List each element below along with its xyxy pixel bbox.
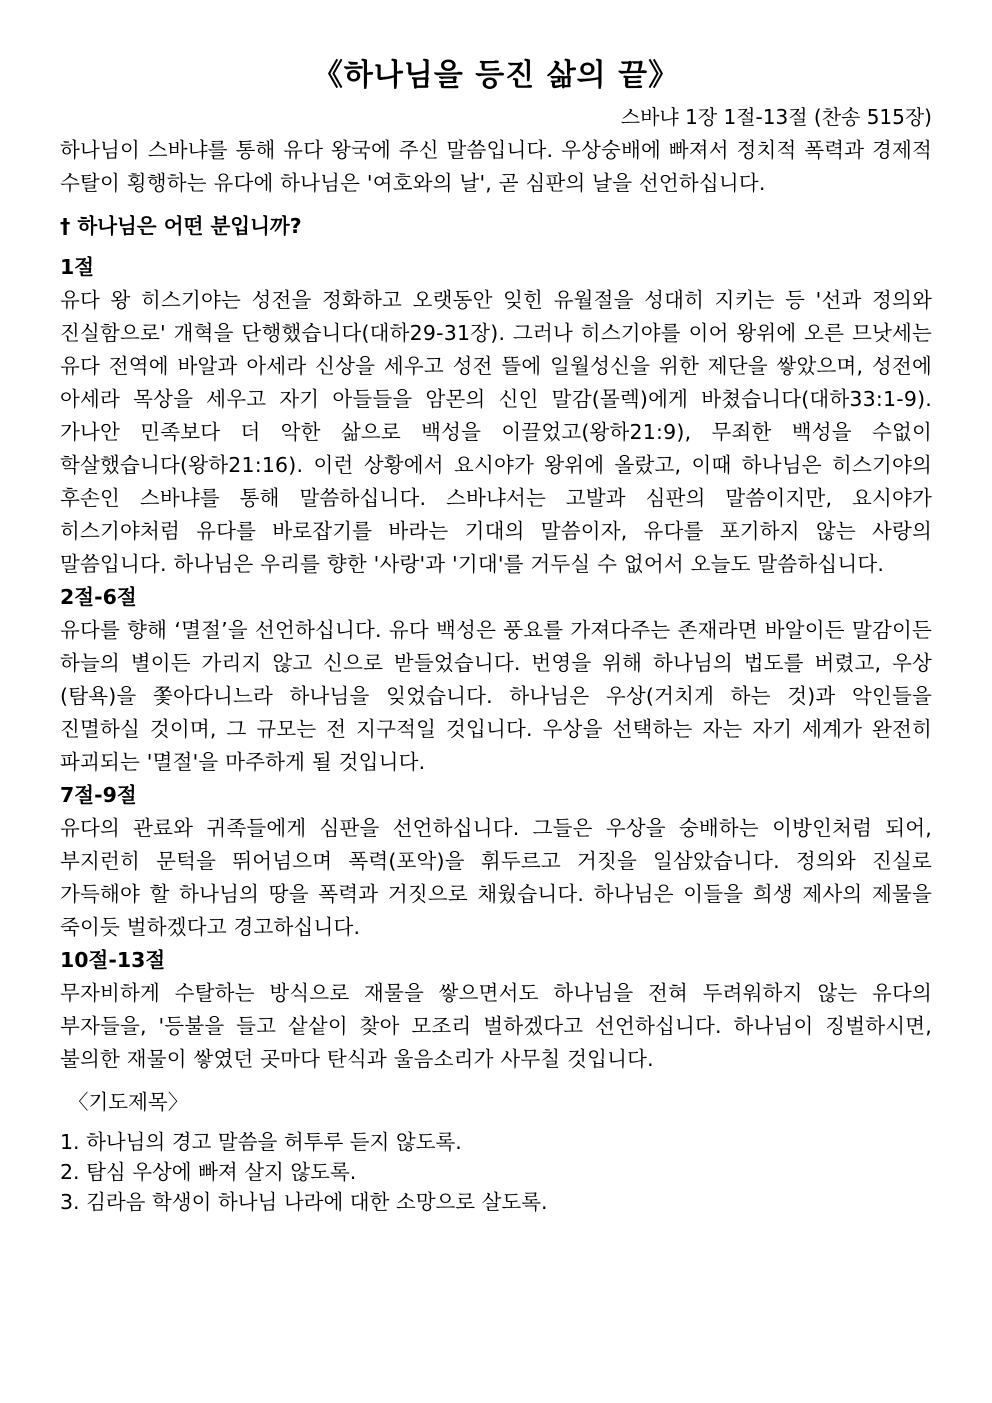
section-heading: 1절 — [60, 255, 95, 279]
section-text: 무자비하게 수탈하는 방식으로 재물을 쌓으면서도 하나님을 전혀 두려워하지 않는 유다의 부자들을, '등불을 들고 샅샅이 찾아 모조리 벌하겠다고 선언하십니다. 하나님이 징벌하시면, 불의한 재물이 쌓였던 곳마다 탄식과 울음소리가 사무칠 것입니다. — [60, 981, 932, 1071]
section-verse-2-6 — [60, 581, 932, 779]
prayer-item: 3. 김라음 학생이 하나님 나라에 대한 소망으로 살도록. — [60, 1190, 548, 1214]
scripture-reference: 스바냐 1장 1절-13절 (찬송 515장) — [620, 105, 932, 129]
document-page — [60, 50, 932, 1217]
section-text: 유다를 향해 ‘멸절’을 선언하십니다. 유다 백성은 풍요를 가져다주는 존재라면 바알이든 말감이든 하늘의 별이든 가리지 않고 신으로 받들었습니다. 번영을 위해 하나님의 법도를 버렸고, 우상(탐욕)을 쫓아다니느라 하나님을 잊었습니다. 하나님은 우상(거치게 하는 것)과 악인들을 진멸하실 것이며, 그 규모는 전 지구적일 것입니다. 우상을 선택하는 자는 자기 세계가 완전히 파괴되는 '멸절'을 마주하게 될 것입니다. — [60, 618, 932, 774]
prayer-list — [60, 1127, 932, 1217]
section-heading: 10절-13절 — [60, 948, 166, 972]
prayer-item: 2. 탐심 우상에 빠져 살지 않도록. — [60, 1160, 357, 1184]
prayer-heading: 〈기도제목〉 — [68, 1090, 189, 1114]
section-heading: 7절-9절 — [60, 783, 137, 807]
prayer-item: 1. 하나님의 경고 말씀을 허투루 듣지 않도록. — [60, 1130, 462, 1154]
section-text: 유다 왕 히스기야는 성전을 정화하고 오랫동안 잊힌 유월절을 성대히 지키는 등 '선과 정의와 진실함으로' 개혁을 단행했습니다(대하29-31장). 그러나 히스기야를 이어 왕위에 오른 므낫세는 유다 전역에 바알과 아세라 신상을 세우고 성전 뜰에 일월성신을 위한 제단을 쌓았으며, 성전에 아세라 목상을 세우고 자기 아들들을 암몬의 신인 말감(몰렉)에게 바쳤습니다(대하33:1-9). 가나안 민족보다 더 악한 삶으로 백성을 이끌었고(왕하21:9), 무죄한 백성을 수없이 학살했습니다(왕하21:16). 이런 상황에서 요시야가 왕위에 올랐고, 이때 하나님은 히스기야의 후손인 스바냐를 통해 말씀하십니다. 스바냐서는 고발과 심판의 말씀이지만, 요시야가 히스기야처럼 유다를 바로잡기를 바라는 기대의 말씀이자, 유다를 포기하지 않는 사랑의 말씀입니다. 하나님은 우리를 향한 '사랑'과 '기대'를 거두실 수 없어서 오늘도 말씀하십니다. — [60, 288, 932, 576]
question-heading: † 하나님은 어떤 분입니까? — [60, 214, 302, 238]
section-verse-10-13 — [60, 944, 932, 1076]
page-title: 《하나님을 등진 삶의 끝》 — [312, 58, 680, 93]
intro-paragraph: 하나님이 스바냐를 통해 유다 왕국에 주신 말씀입니다. 우상숭배에 빠져서 정치적 폭력과 경제적 수탈이 횡행하는 유다에 하나님은 '여호와의 날', 곧 심판의 날을 선언하십니다. — [60, 138, 932, 195]
section-text: 유다의 관료와 귀족들에게 심판을 선언하십니다. 그들은 우상을 숭배하는 이방인처럼 되어, 부지런히 문턱을 뛰어넘으며 폭력(포악)을 휘두르고 거짓을 일삼았습니다. 정의와 진실로 가득해야 할 하나님의 땅을 폭력과 거짓으로 채웠습니다. 하나님은 이들을 희생 제사의 제물을 죽이듯 벌하겠다고 경고하십니다. — [60, 816, 932, 939]
section-heading: 2절-6절 — [60, 585, 137, 609]
section-verse-1 — [60, 251, 932, 581]
section-verse-7-9 — [60, 779, 932, 944]
